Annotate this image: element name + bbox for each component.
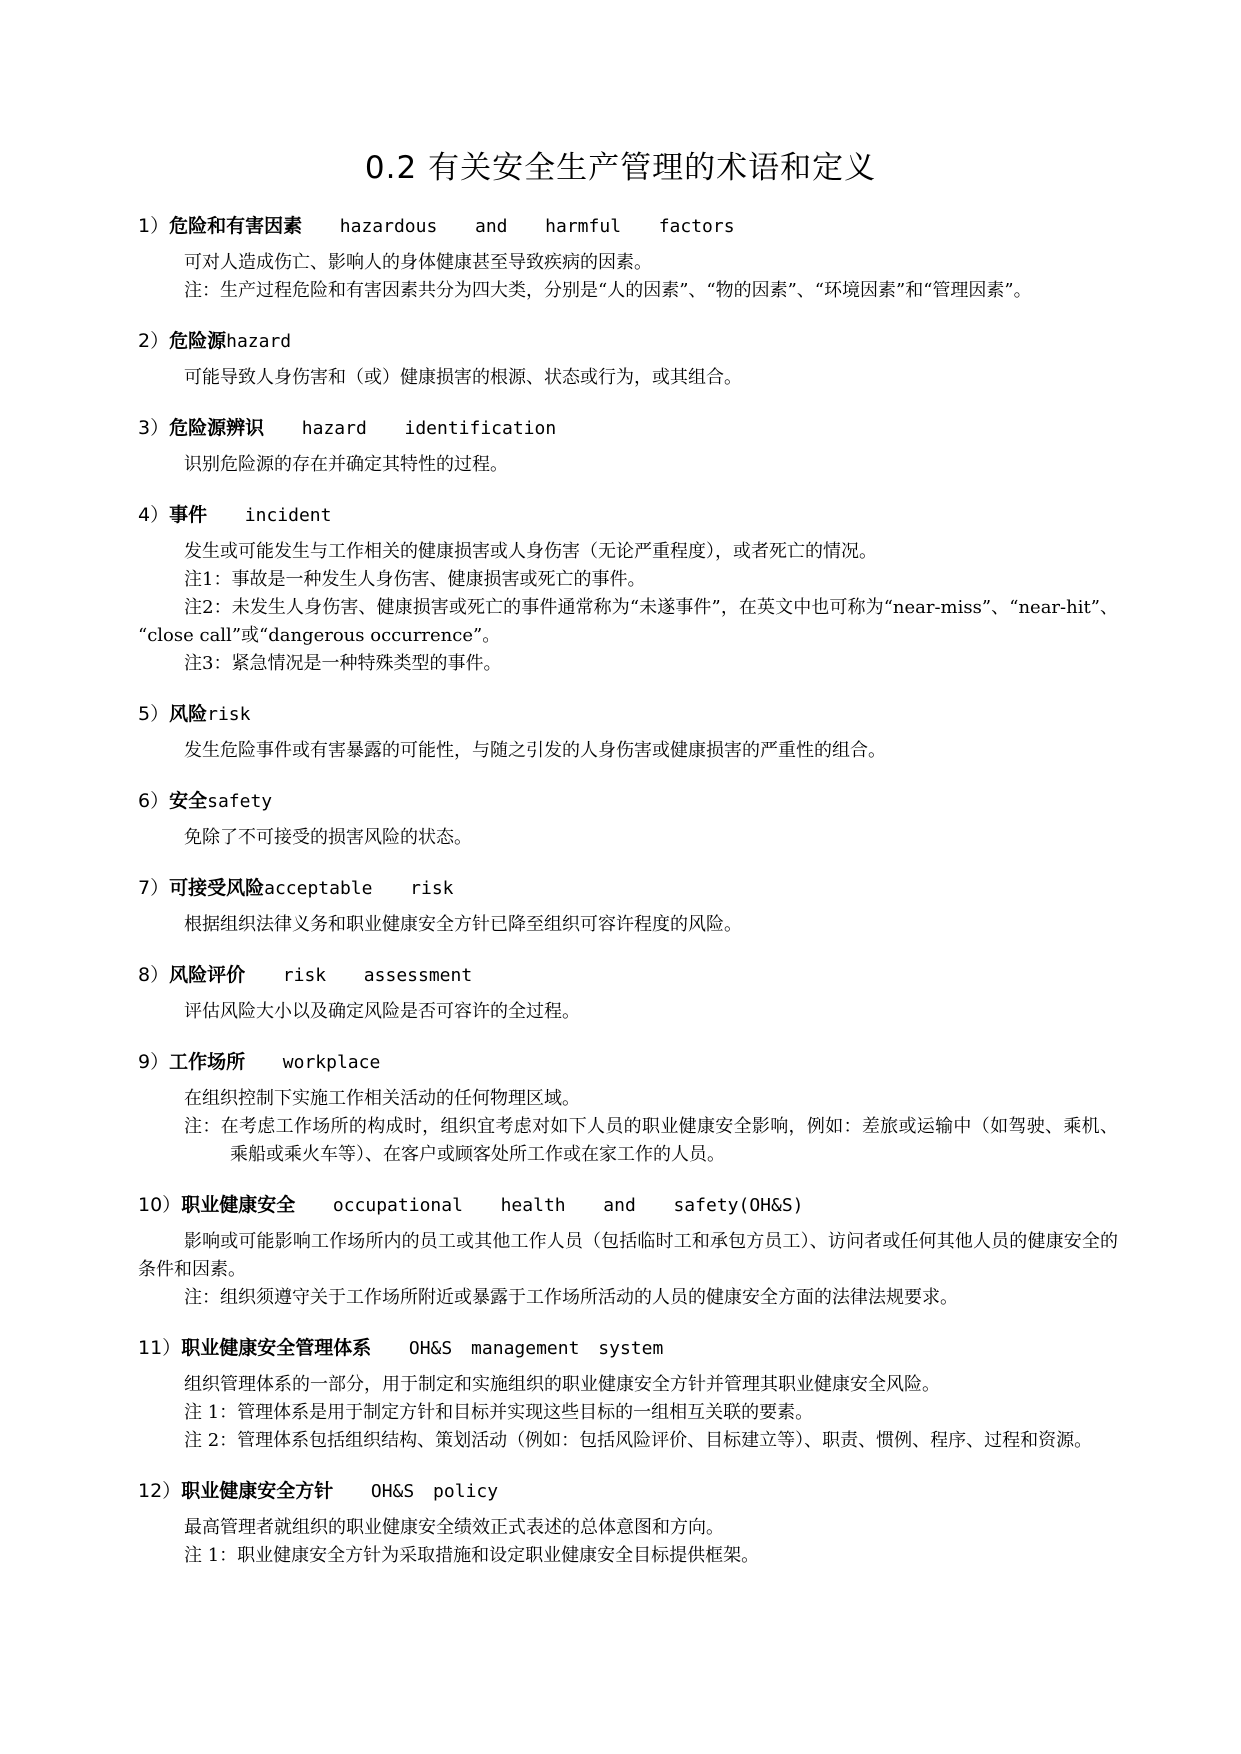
definition-paragraph: 注 2：管理体系包括组织结构、策划活动（例如：包括风险评价、目标建立等）、职责、惯例、程序、过程和资源。 bbox=[184, 1430, 1093, 1451]
definition-paragraph: 免除了不可接受的损害风险的状态。 bbox=[184, 827, 472, 848]
definition-paragraph: 根据组织法律义务和职业健康安全方针已降至组织可容许程度的风险。 bbox=[184, 914, 742, 935]
term-chinese: 职业健康安全方针 bbox=[181, 1480, 334, 1502]
term-english: hazardous and harmful factors bbox=[302, 216, 735, 237]
term-english: hazard identification bbox=[264, 418, 557, 439]
definition-paragraph: 最高管理者就组织的职业健康安全绩效正式表述的总体意图和方向。 bbox=[184, 1517, 724, 1538]
term-number: 2） bbox=[138, 330, 170, 352]
term-english: incident bbox=[207, 505, 332, 526]
term-chinese: 工作场所 bbox=[169, 1051, 246, 1073]
definition-paragraph: 注：生产过程危险和有害因素共分为四大类，分别是“人的因素”、“物的因素”、“环境因素”和“管理因素”。 bbox=[184, 280, 1032, 301]
definition-paragraph: 评估风险大小以及确定风险是否可容许的全过程。 bbox=[184, 1001, 580, 1022]
definition-paragraph: 可能导致人身伤害和（或）健康损害的根源、状态或行为，或其组合。 bbox=[184, 367, 742, 388]
term-english: OH&S policy bbox=[333, 1481, 499, 1502]
term-chinese: 危险源 bbox=[169, 330, 227, 352]
term-heading bbox=[138, 414, 1118, 443]
term-english: hazard bbox=[226, 331, 292, 352]
term-number: 9） bbox=[138, 1051, 170, 1073]
term-english: safety bbox=[207, 791, 273, 812]
term-heading bbox=[138, 874, 1118, 903]
term-english: risk bbox=[207, 704, 251, 725]
definition-paragraph: 注：组织须遵守关于工作场所附近或暴露于工作场所活动的人员的健康安全方面的法律法规要求。 bbox=[184, 1287, 958, 1308]
term-number: 10） bbox=[138, 1194, 182, 1216]
term-number: 12） bbox=[138, 1480, 182, 1502]
page-title: 0.2 有关安全生产管理的术语和定义 bbox=[364, 150, 877, 186]
definition-paragraph: 可对人造成伤亡、影响人的身体健康甚至导致疾病的因素。 bbox=[184, 252, 652, 273]
term-heading bbox=[138, 700, 1118, 729]
term-heading bbox=[138, 1334, 1118, 1363]
definition-paragraph: 识别危险源的存在并确定其特性的过程。 bbox=[184, 454, 508, 475]
term-heading bbox=[138, 1191, 1118, 1220]
term-number: 3） bbox=[138, 417, 170, 439]
note-paragraph: 注：在考虑工作场所的构成时，组织宜考虑对如下人员的职业健康安全影响，例如：差旅或运输中（如驾驶、乘机、乘船或乘火车等）、在客户或顾客处所工作或在家工作的人员。 bbox=[184, 1116, 1118, 1165]
term-chinese: 风险评价 bbox=[169, 964, 246, 986]
term-number: 4） bbox=[138, 504, 170, 526]
term-number: 7） bbox=[138, 877, 170, 899]
definition-paragraph: 发生危险事件或有害暴露的可能性，与随之引发的人身伤害或健康损害的严重性的组合。 bbox=[184, 740, 886, 761]
term-chinese: 安全 bbox=[169, 790, 208, 812]
definition-paragraph: 组织管理体系的一部分，用于制定和实施组织的职业健康安全方针并管理其职业健康安全风险。 bbox=[184, 1374, 940, 1395]
term-english: acceptable risk bbox=[264, 878, 454, 899]
term-english: risk assessment bbox=[245, 965, 473, 986]
term-chinese: 事件 bbox=[169, 504, 208, 526]
terms-list bbox=[138, 212, 1118, 1570]
definition-paragraph: 影响或可能影响工作场所内的员工或其他工作人员（包括临时工和承包方员工）、访问者或任何其他人员的健康安全的条件和因素。 bbox=[138, 1231, 1118, 1280]
term-chinese: 危险和有害因素 bbox=[169, 215, 303, 237]
term-heading bbox=[138, 327, 1118, 356]
definition-paragraph: 发生或可能发生与工作相关的健康损害或人身伤害（无论严重程度），或者死亡的情况。 bbox=[184, 541, 877, 562]
term-heading bbox=[138, 961, 1118, 990]
definition-paragraph: 注 1：管理体系是用于制定方针和目标并实现这些目标的一组相互关联的要素。 bbox=[184, 1402, 814, 1423]
definition-paragraph: 注 1：职业健康安全方针为采取措施和设定职业健康安全目标提供框架。 bbox=[184, 1545, 760, 1566]
term-chinese: 可接受风险 bbox=[169, 877, 265, 899]
term-english: OH&S management system bbox=[371, 1338, 664, 1359]
term-heading bbox=[138, 1477, 1118, 1506]
term-heading bbox=[138, 501, 1118, 530]
term-number: 1） bbox=[138, 215, 170, 237]
term-number: 8） bbox=[138, 964, 170, 986]
term-number: 11） bbox=[138, 1337, 182, 1359]
term-chinese: 职业健康安全管理体系 bbox=[181, 1337, 372, 1359]
term-number: 5） bbox=[138, 703, 170, 725]
term-chinese: 职业健康安全 bbox=[181, 1194, 296, 1216]
term-english: occupational health and safety(OH&S) bbox=[295, 1195, 804, 1216]
term-heading bbox=[138, 787, 1118, 816]
definition-paragraph: 注2：未发生人身伤害、健康损害或死亡的事件通常称为“未遂事件”，在英文中也可称为“near-miss”、“near-hit”、 “close call”或“dangerous occurrence”。 bbox=[138, 597, 1118, 646]
term-number: 6） bbox=[138, 790, 170, 812]
definition-paragraph: 注3：紧急情况是一种特殊类型的事件。 bbox=[184, 653, 502, 674]
definition-paragraph: 在组织控制下实施工作相关活动的任何物理区域。 bbox=[184, 1088, 580, 1109]
term-english: workplace bbox=[245, 1052, 381, 1073]
term-chinese: 危险源辨识 bbox=[169, 417, 265, 439]
term-chinese: 风险 bbox=[169, 703, 208, 725]
term-heading bbox=[138, 1048, 1118, 1077]
term-heading bbox=[138, 212, 1118, 241]
definition-paragraph: 注1：事故是一种发生人身伤害、健康损害或死亡的事件。 bbox=[184, 569, 646, 590]
